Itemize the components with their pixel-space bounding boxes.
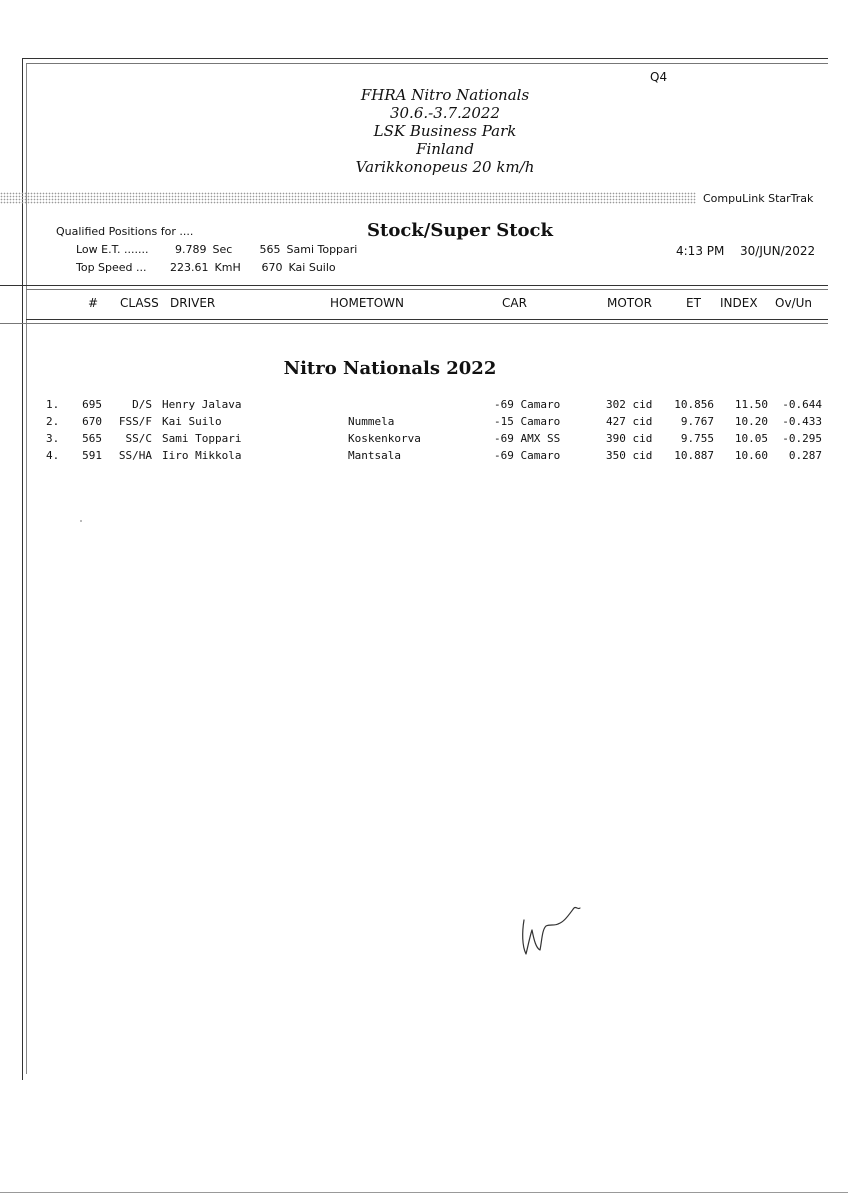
cell-position: 4. [46,449,60,462]
cell-ovun: -0.644 [782,398,822,411]
header-rule-top [0,285,828,286]
results-table [0,398,848,466]
cell-driver: Iiro Mikkola [162,449,242,462]
cell-et: 10.887 [674,449,714,462]
report-time: 4:13 PM [676,244,725,258]
col-header-ovun: Ov/Un [775,296,812,310]
cell-et: 9.755 [680,432,714,445]
cell-class: SS/HA [118,449,152,462]
bottom-rule [0,1192,848,1193]
cell-hometown: Nummela [348,415,395,428]
cell-et: 9.767 [680,415,714,428]
table-row [0,415,848,432]
cell-car-number: 670 [82,415,102,428]
event-speed-note: Varikkonopeus 20 km/h [355,158,535,176]
qualified-title: Qualified Positions for .... [56,225,194,238]
cell-driver: Henry Jalava [162,398,242,411]
cell-car-number: 591 [82,449,102,462]
header-rule-top-inner [26,289,828,290]
low-et-record [76,243,357,256]
event-title: FHRA Nitro Nationals [360,86,530,104]
report-date: 30/JUN/2022 [740,244,816,258]
scan-speck [80,520,82,522]
cell-hometown: Koskenkorva [348,432,421,445]
event-country: Finland [416,140,474,158]
frame-top-line-inner [26,63,828,64]
col-header-et: ET [686,296,701,310]
handwritten-signature [518,896,588,966]
low-et-label: Low E.T. ....... [76,243,149,256]
cell-index: 10.20 [734,415,768,428]
dotted-separator [0,192,696,204]
cell-driver: Sami Toppari [162,432,242,445]
table-row [0,432,848,449]
cell-driver: Kai Suilo [162,415,222,428]
table-row [0,398,848,415]
event-venue: LSK Business Park [373,122,517,140]
cell-car-number: 565 [82,432,102,445]
cell-class: D/S [132,398,152,411]
cell-ovun: -0.433 [782,415,822,428]
page-code: Q4 [650,70,668,84]
event-header [330,86,560,176]
top-speed-label: Top Speed ... [76,261,147,274]
header-rule-bottom [26,319,828,320]
cell-hometown: Mantsala [348,449,401,462]
cell-car: -69 AMX SS [494,432,561,445]
cell-et: 10.856 [674,398,714,411]
event-name: Nitro Nationals 2022 [283,358,497,379]
software-credit: CompuLink StarTrak [703,192,814,205]
cell-ovun: -0.295 [782,432,822,445]
low-et-value: 9.789 [175,243,207,256]
cell-motor: 427 cid [606,415,653,428]
cell-index: 10.60 [734,449,768,462]
col-header-num: # [88,296,99,310]
col-header-driver: DRIVER [170,296,216,310]
low-et-unit: Sec [212,243,233,256]
top-speed-car-number: 670 [261,261,283,274]
low-et-car-number: 565 [259,243,281,256]
frame-left-line [22,58,23,1080]
frame-top-line [22,58,828,59]
cell-car-number: 695 [82,398,102,411]
col-header-class: CLASS [120,296,159,310]
event-dates: 30.6.-3.7.2022 [389,104,501,122]
cell-ovun: 0.287 [788,449,822,462]
cell-position: 3. [46,432,60,445]
col-header-car: CAR [502,296,527,310]
top-speed-record [76,261,336,274]
cell-motor: 390 cid [606,432,653,445]
col-header-hometown: HOMETOWN [330,296,405,310]
top-speed-value: 223.61 [170,261,209,274]
cell-class: SS/C [125,432,152,445]
cell-index: 11.50 [734,398,768,411]
cell-car: -69 Camaro [494,449,561,462]
cell-car: -15 Camaro [494,415,561,428]
top-speed-driver: Kai Suilo [288,261,336,274]
top-speed-unit: KmH [214,261,241,274]
cell-car: -69 Camaro [494,398,561,411]
cell-position: 2. [46,415,60,428]
class-title: Stock/Super Stock [367,220,553,241]
cell-motor: 302 cid [606,398,653,411]
header-rule-bottom-outer [0,323,828,324]
frame-left-line-inner [26,64,27,1074]
col-header-motor: MOTOR [607,296,652,310]
low-et-driver: Sami Toppari [286,243,358,256]
cell-class: FSS/F [118,415,152,428]
cell-index: 10.05 [734,432,768,445]
cell-motor: 350 cid [606,449,653,462]
col-header-index: INDEX [720,296,758,310]
table-row [0,449,848,466]
cell-position: 1. [46,398,60,411]
